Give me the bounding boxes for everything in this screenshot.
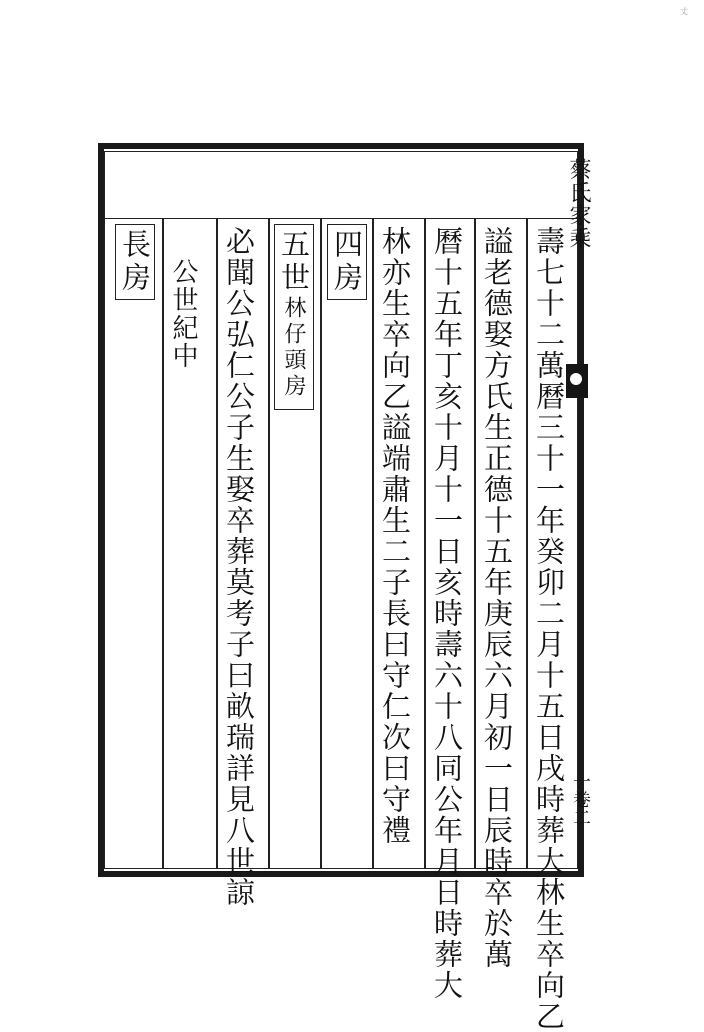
margin-volume-label: 一卷二 [570, 772, 591, 826]
text-column-3: 曆十五年丁亥十月十一日亥時壽六十八同公年月日時葬大 [430, 226, 464, 1001]
text-column-2: 謚老德娶方氏生正德十五年庚辰六月初一日辰時卒於萬 [480, 226, 514, 970]
branch-four-label: 四房 [327, 224, 367, 300]
eldest-branch-note: 公世紀中 [168, 258, 198, 370]
column-rule [268, 219, 270, 869]
generation-five-subtitle: 林仔頭房 [281, 296, 306, 400]
fish-tail-mark-icon [566, 364, 588, 398]
column-rule [526, 219, 528, 869]
header-band [104, 151, 578, 219]
column-rule [320, 219, 322, 869]
column-rule [216, 219, 218, 869]
person-entry: 必聞公弘仁公子生娶卒葬莫考子曰畝瑞詳見八世諒 [222, 226, 256, 908]
column-rule [372, 219, 374, 869]
margin-book-title: 蔡氏家乘 [566, 158, 591, 250]
text-column-1: 壽七十二萬曆三十一年癸卯二月十五日戌時葬大林生卒向乙 [532, 226, 566, 1032]
eldest-branch-label: 長房 [115, 224, 155, 300]
generation-five-label: 五世 [277, 229, 311, 295]
column-rule [424, 219, 426, 869]
text-column-4: 林亦生卒向乙謚端肅生二子長曰守仁次曰守禮 [378, 226, 412, 846]
column-rule [474, 219, 476, 869]
corner-mark: 丈 [680, 7, 688, 16]
column-rule [162, 219, 164, 869]
